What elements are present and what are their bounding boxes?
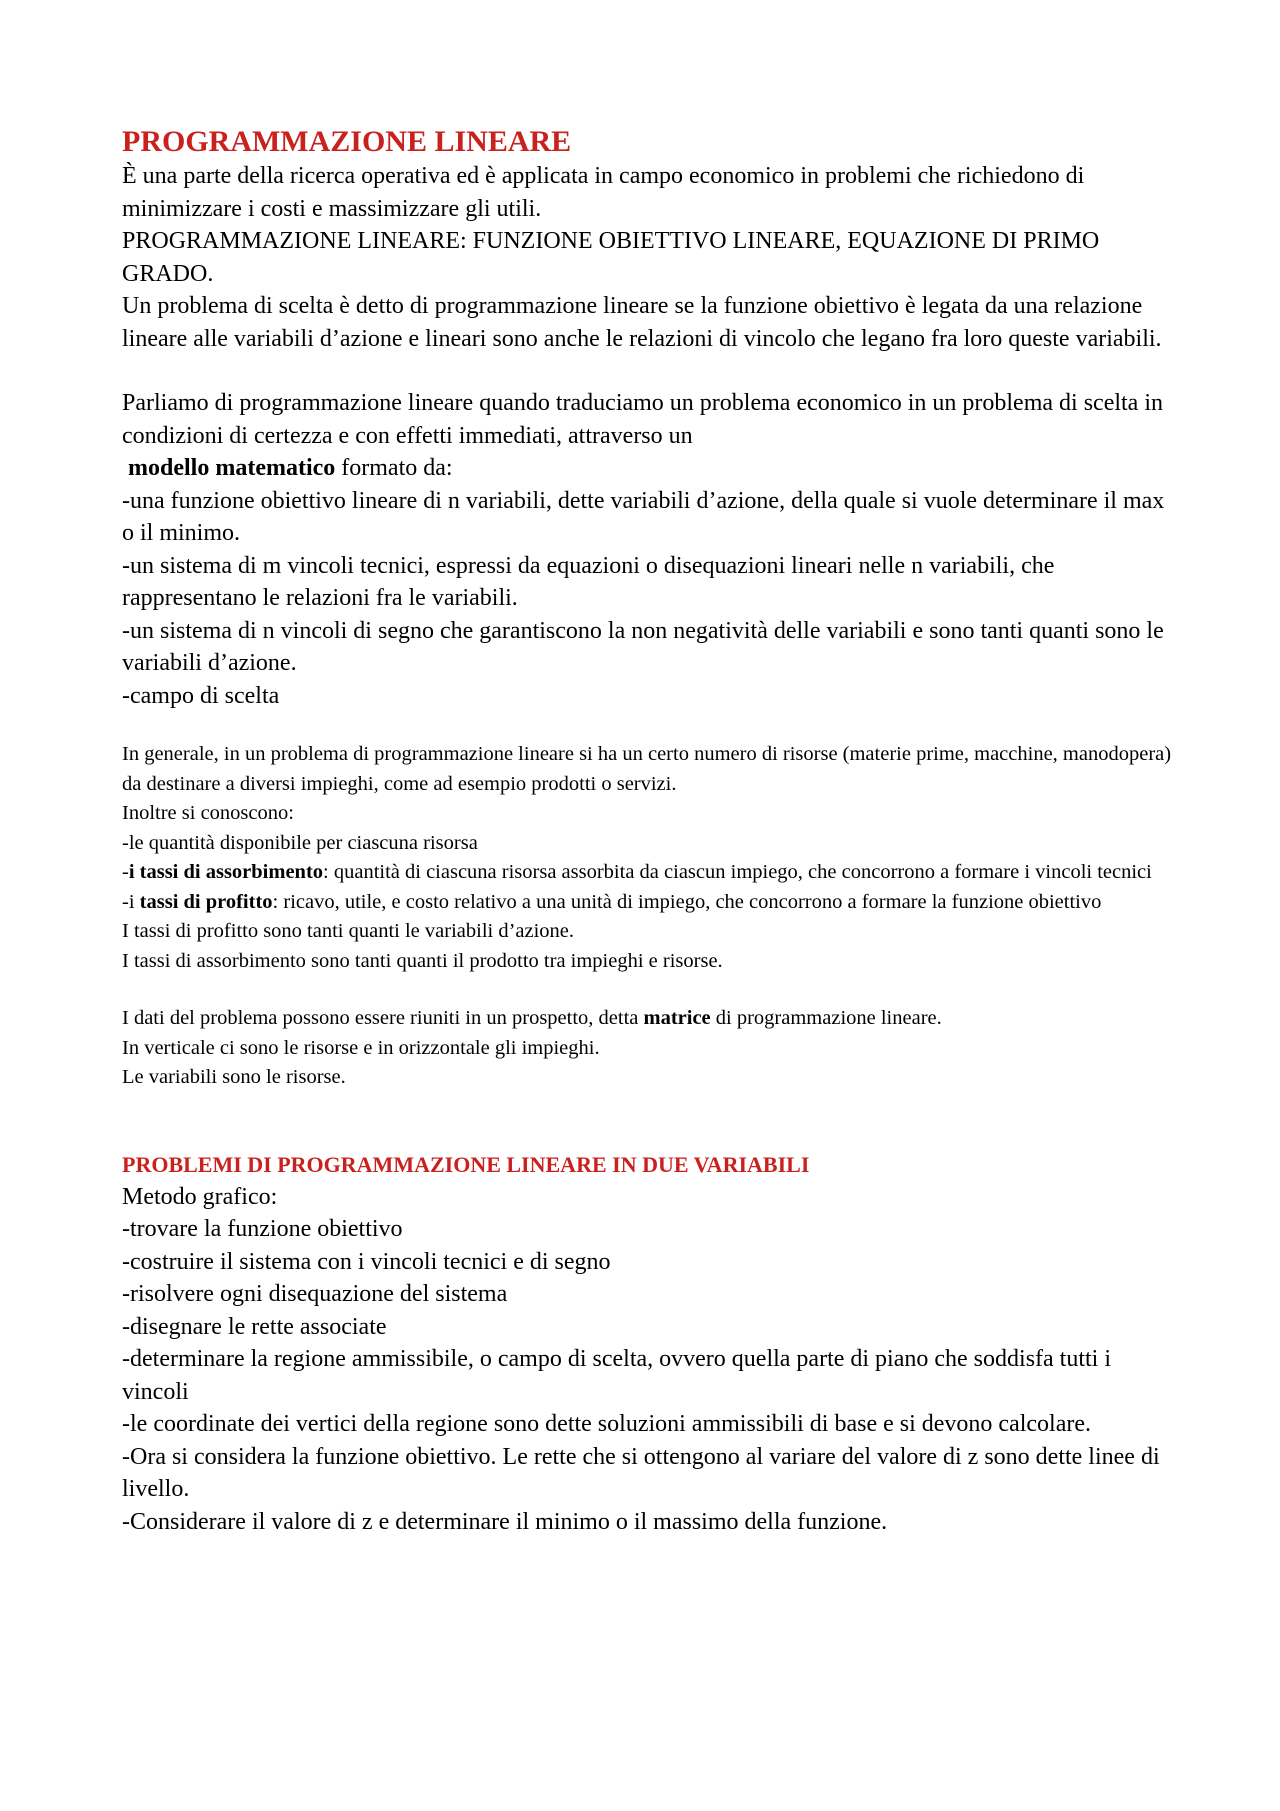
- method-step-8: -Considerare il valore di z e determinare il minimo o il massimo della funzione.: [122, 1508, 888, 1535]
- profit-note: I tassi di profitto sono tanti quanti le variabili d’azione.: [122, 920, 575, 942]
- item-prefix: -: [122, 861, 129, 883]
- method-step-3: -risolvere ogni disequazione del sistema: [122, 1281, 508, 1307]
- absorption-note: I tassi di assorbimento sono tanti quanti il prodotto tra impieghi e risorse.: [122, 949, 723, 972]
- document-page: [122, 124, 1172, 1538]
- intro-paragraph-3: Un problema di scelta è detto di programmazione lineare se la funzione obiettivo è legata da una relazione lineare alle variabili d’azione e lineari sono anche le relazioni di vincolo che legano fra loro queste variabili.: [122, 293, 1162, 352]
- model-item-4: -campo di scelta: [122, 682, 280, 709]
- document-title: PROGRAMMAZIONE LINEARE: [122, 125, 572, 158]
- model-item-3: -un sistema di n vincoli di segno che garantiscono la non negatività delle variabili e sono tanti quanti sono le variabili d’azione.: [122, 617, 1164, 676]
- model-bold-term: modello matematico: [128, 455, 336, 481]
- model-item-2: -un sistema di m vincoli tecnici, espressi da equazioni o disequazioni lineari nelle n variabili, che rappresentano le relazioni fra le variabili.: [122, 552, 1055, 611]
- method-step-1: -trovare la funzione obiettivo: [122, 1216, 403, 1242]
- known-item-1: -le quantità disponibile per ciascuna risorsa: [122, 831, 478, 854]
- matrix-lead-text: I dati del problema possono essere riuniti in un prospetto, detta: [122, 1007, 644, 1029]
- matrix-line-2: In verticale ci sono le risorse e in orizzontale gli impieghi.: [122, 1036, 600, 1059]
- method-step-6: -le coordinate dei vertici della regione sono dette soluzioni ammissibili di base e si devono calcolare.: [122, 1411, 1092, 1437]
- intro-paragraph-1: È una parte della ricerca operativa ed è applicata in campo economico in problemi che richiedono di minimizzare i costi e massimizzare gli utili.: [122, 163, 1085, 222]
- spacer: [122, 355, 1172, 387]
- model-item-1: -una funzione obiettivo lineare di n variabili, dette variabili d’azione, della quale si vuole determinare il max o il minimo.: [122, 487, 1165, 546]
- method-step-7: -Ora si considera la funzione obiettivo. Le rette che si ottengono al variare del valore di z sono dette linee di livello.: [122, 1443, 1160, 1502]
- matrix-paragraph: [122, 1004, 1172, 1034]
- spacer: [122, 976, 1172, 1004]
- method-step-4: -disegnare le rette associate: [122, 1313, 387, 1340]
- known-item-3: [122, 888, 1172, 918]
- spacer: [122, 712, 1172, 740]
- method-label: Metodo grafico:: [122, 1183, 278, 1210]
- method-step-2: -costruire il sistema con i vincoli tecnici e di segno: [122, 1248, 611, 1275]
- known-lead: Inoltre si conoscono:: [122, 802, 294, 824]
- section-subtitle: PROBLEMI DI PROGRAMMAZIONE LINEARE IN DUE VARIABILI: [122, 1151, 810, 1177]
- item-prefix: -i: [122, 890, 140, 913]
- matrix-bold-term: matrice: [643, 1007, 711, 1029]
- item-rest-text: : ricavo, utile, e costo relativo a una unità di impiego, che concorrono a formare la funzione obiettivo: [272, 890, 1102, 913]
- item-rest-text: : quantità di ciascuna risorsa assorbita da ciascun impiego, che concorrono a formare i vincoli tecnici: [323, 861, 1152, 883]
- spacer: [122, 1093, 1172, 1149]
- general-paragraph: In generale, in un problema di programmazione lineare si ha un certo numero di risorse (materie prime, macchine, manodopera) da destinare a diversi impieghi, come ad esempio prodotti o servizi.: [122, 743, 1172, 795]
- model-lead-text: Parliamo di programmazione lineare quando traduciamo un problema economico in un problema di scelta in condizioni di certezza e con effetti immediati, attraverso un: [122, 390, 1163, 449]
- matrix-tail-text: di programmazione lineare.: [710, 1007, 942, 1029]
- item-bold-term: i tassi di assorbimento: [128, 861, 324, 883]
- method-step-5: -determinare la regione ammissibile, o campo di scelta, ovvero quella parte di piano che soddisfa tutti i vincoli: [122, 1346, 1112, 1405]
- matrix-line-3: Le variabili sono le risorse.: [122, 1066, 346, 1088]
- model-paragraph: [122, 387, 1172, 485]
- model-tail-text: formato da:: [335, 455, 453, 481]
- item-bold-term: tassi di profitto: [139, 890, 273, 913]
- known-item-2: [122, 858, 1172, 888]
- intro-paragraph-2: PROGRAMMAZIONE LINEARE: FUNZIONE OBIETTIVO LINEARE, EQUAZIONE DI PRIMO GRADO.: [122, 228, 1100, 287]
